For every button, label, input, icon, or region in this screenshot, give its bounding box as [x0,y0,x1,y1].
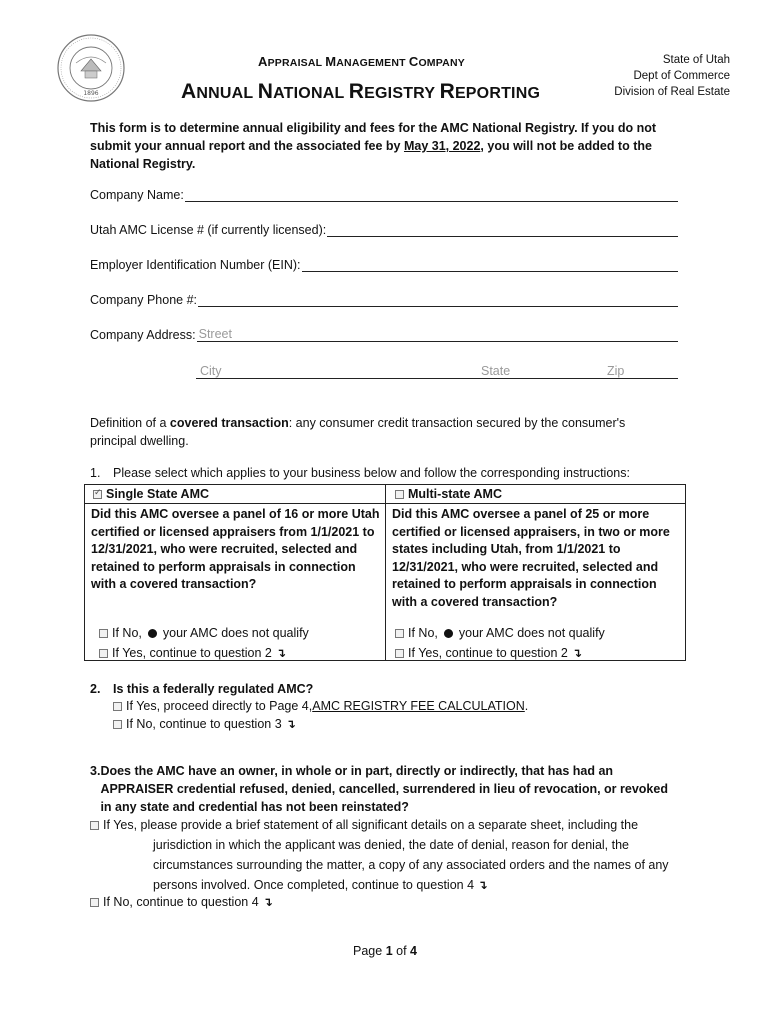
phone-field[interactable]: Company Phone #: [90,292,678,307]
bullet-dot-icon [148,629,157,638]
form-title: ANNUAL NATIONAL REGISTRY REPORTING [181,80,541,103]
intro-paragraph: This form is to determine annual eligibility and fees for the AMC National Registry. If you do not submit your annual report and the associated fee by May 31, 2022, you will not be added to the National Registry. [90,121,657,171]
agency-block [614,52,730,100]
multi-state-checkbox[interactable] [395,490,404,499]
page-number: Page 1 of 4 [353,944,417,958]
zip-placeholder: Zip [607,364,625,378]
state-placeholder: State [481,364,511,378]
down-return-arrow-icon: ↴ [275,646,286,660]
street-input[interactable]: Street [197,327,678,342]
single-yes-checkbox[interactable] [99,649,108,658]
company-name-input[interactable] [185,187,678,202]
ein-field[interactable]: Employer Identification Number (EIN): [90,257,678,272]
q2-no-option[interactable]: If No, continue to question 3 ↴ [113,717,296,731]
multi-yes-checkbox[interactable] [395,649,404,658]
agency-state: State of Utah [662,54,730,66]
single-state-question: Did this AMC oversee a panel of 16 or more Utah certified or licensed appraisers from 1/1/2021 to 12/31/2021, who were recruited, selected and retained to perform appraisals in connection with a covered transaction? [91,507,380,591]
multi-state-question: Did this AMC oversee a panel of 25 or more certified or licensed appraisers, in two or more states including Utah, from 1/1/2021 to 12/31/2021, who were recruited, selected and retained to perform appraisals in connection with a covered transaction? [392,507,670,609]
q3-no-checkbox[interactable] [90,898,99,907]
covered-transaction-definition: Definition of a covered transaction: any consumer credit transaction secured by the consumer's principal dwelling. [90,416,626,448]
down-return-arrow-icon: ↴ [262,895,273,909]
down-return-arrow-icon: ↴ [571,646,582,660]
multi-no-checkbox[interactable] [395,629,404,638]
svg-text:1896: 1896 [83,90,99,97]
deadline-date: May 31, 2022 [403,139,481,153]
fee-calculation-link[interactable]: AMC REGISTRY FEE CALCULATION [312,699,525,713]
phone-input[interactable] [198,292,678,307]
question-1: 1. Please select which applies to your business below and follow the corresponding instructions: [90,466,630,480]
agency-dept: Dept of Commerce [633,70,730,82]
question-3: 3. Does the AMC have an owner, in whole or in part, directly or indirectly, that has had an APPRAISER credential refused, denied, cancelled, surrendered in lieu of revocation, or revoked in any state and credential has not been reinstated? [90,764,668,814]
down-return-arrow-icon: ↴ [285,717,296,731]
q3-yes-option[interactable]: If Yes, please provide a brief statement of all significant details on a separate sheet, including the jurisdiction in which the applicant was denied, the date of denial, reason for denial, the circumstances surrounding the matter, a copy of any associated orders and the names of any persons involved. Once completed, continue to question 4 ↴ [90,815,690,895]
multi-state-option[interactable]: Multi-state AMC [395,487,502,501]
q2-yes-checkbox[interactable] [113,702,122,711]
single-no-checkbox[interactable] [99,629,108,638]
single-if-no-option[interactable]: If No, your AMC does not qualify [99,626,309,640]
down-return-arrow-icon: ↴ [477,878,488,892]
city-placeholder: City [200,364,222,378]
q2-no-checkbox[interactable] [113,720,122,729]
bullet-dot-icon [444,629,453,638]
agency-division: Division of Real Estate [614,86,730,98]
multi-if-no-option[interactable]: If No, your AMC does not qualify [395,626,605,640]
address-field[interactable]: Company Address: Street [90,327,678,342]
single-if-yes-option[interactable]: If Yes, continue to question 2 ↴ [99,646,286,660]
city-state-zip-input[interactable] [196,363,678,379]
question-2: 2. Is this a federally regulated AMC? [90,682,314,696]
multi-if-yes-option[interactable]: If Yes, continue to question 2 ↴ [395,646,582,660]
q3-yes-checkbox[interactable] [90,821,99,830]
company-name-field[interactable]: Company Name: [90,187,678,202]
license-input[interactable] [327,222,678,237]
utah-state-seal [56,33,126,103]
ein-input[interactable] [302,257,679,272]
q3-no-option[interactable]: If No, continue to question 4 ↴ [90,895,273,909]
q2-yes-option[interactable]: If Yes, proceed directly to Page 4, AMC REGISTRY FEE CALCULATION . [113,699,528,713]
amc-type-table [84,484,686,661]
license-field[interactable]: Utah AMC License # (if currently licensed): [90,222,678,237]
single-state-checkbox[interactable] [93,490,102,499]
single-state-option[interactable]: ✓ Single State AMC [93,487,209,501]
form-subtitle: APPRAISAL MANAGEMENT COMPANY [258,54,465,69]
